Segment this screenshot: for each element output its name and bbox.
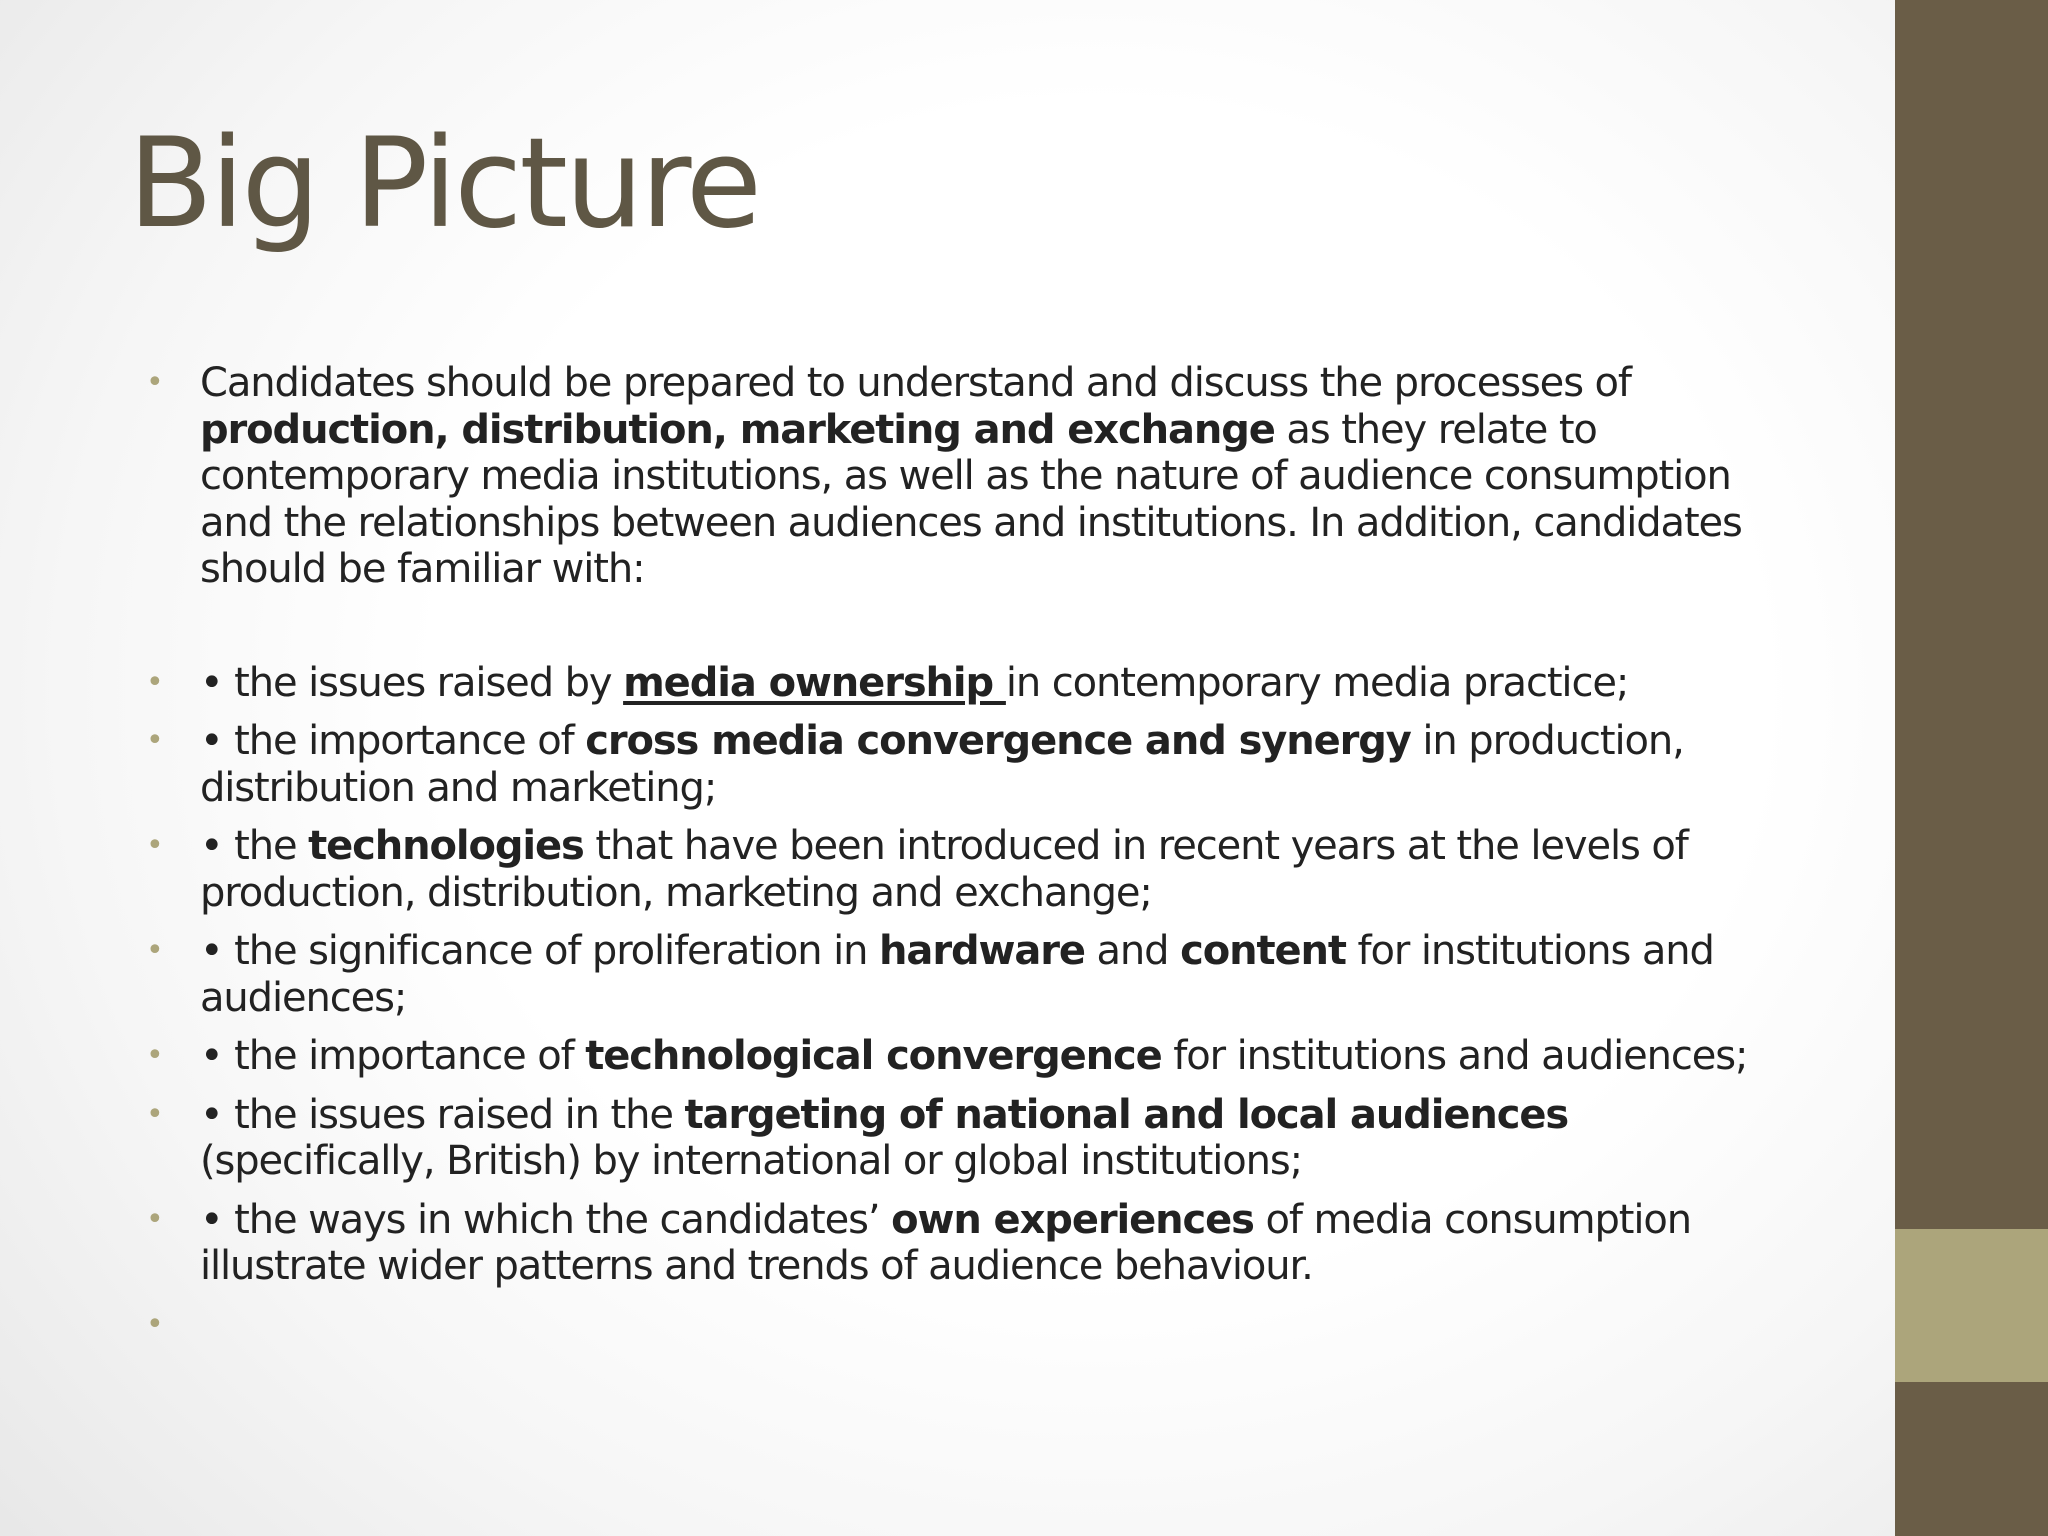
item-bold-text: technological convergence [585,1033,1162,1079]
item-bold-text: production, distribution, marketing and exchange [200,406,1275,453]
item-bold-text: targeting of national and local audiences [684,1091,1569,1138]
item-text: • the importance of [200,718,586,764]
item-text: in contemporary media practice; [1005,659,1629,706]
item-text: for institutions and audiences; [1161,1033,1748,1079]
item-bold-text: technologies [308,823,584,869]
bullet-icon: • [146,933,163,968]
bullet-icon: • [146,1096,163,1132]
item-text: (specifically, British) by international or global institutions; [200,1138,1303,1184]
item-bold-underlined-text: media ownership [623,659,1006,706]
item-bold-text: cross media convergence and synergy [585,718,1411,764]
item-text: • the issues raised in the [200,1091,685,1138]
bullet-icon: • [146,828,163,863]
bullet-icon: • [146,723,163,758]
bullet-icon: • [146,1201,163,1237]
bullet-icon: • [146,1306,163,1342]
list-item [146,360,1786,593]
item-text: in production, distribution and marketing; [200,718,1684,811]
item-bold-text: own experiences [891,1196,1254,1243]
empty-list-item [146,1302,1786,1359]
item-text: • the importance of [200,1033,586,1079]
item-text: for institutions and audiences; [200,928,1714,1021]
list-item [146,660,1786,707]
item-text: as they relate to contemporary media institutions, as well as the nature of audience consumption and the relationships between audiences and institutions. In addition, candidates should be familiar with: [200,406,1742,592]
side-accent-block [1895,1229,2048,1382]
list-item [146,823,1786,916]
bullet-list [146,360,1786,1371]
slide-title: Big Picture [128,112,760,256]
list-item [146,928,1786,1021]
bullet-icon: • [146,365,163,400]
item-text: that have been introduced in recent years at the levels of production, distribution, marketing and exchange; [200,823,1688,916]
list-item [146,1197,1786,1290]
item-text: and [1084,928,1181,974]
item-text: • the significance of proliferation in [200,928,880,974]
bullet-icon: • [146,664,163,700]
item-bold-text: content [1180,928,1346,974]
item-text: • the [200,823,309,869]
item-text: • the issues raised by [200,659,624,706]
item-bold-text: hardware [879,928,1085,974]
item-text: • the ways in which the candidates’ [200,1196,892,1243]
item-text: of media consumption illustrate wider patterns and trends of audience behaviour. [200,1196,1692,1289]
bullet-icon: • [146,1038,163,1073]
list-item [146,1092,1786,1185]
list-item [146,1033,1786,1080]
item-text: Candidates should be prepared to understand and discuss the processes of [200,360,1631,406]
list-item [146,718,1786,811]
